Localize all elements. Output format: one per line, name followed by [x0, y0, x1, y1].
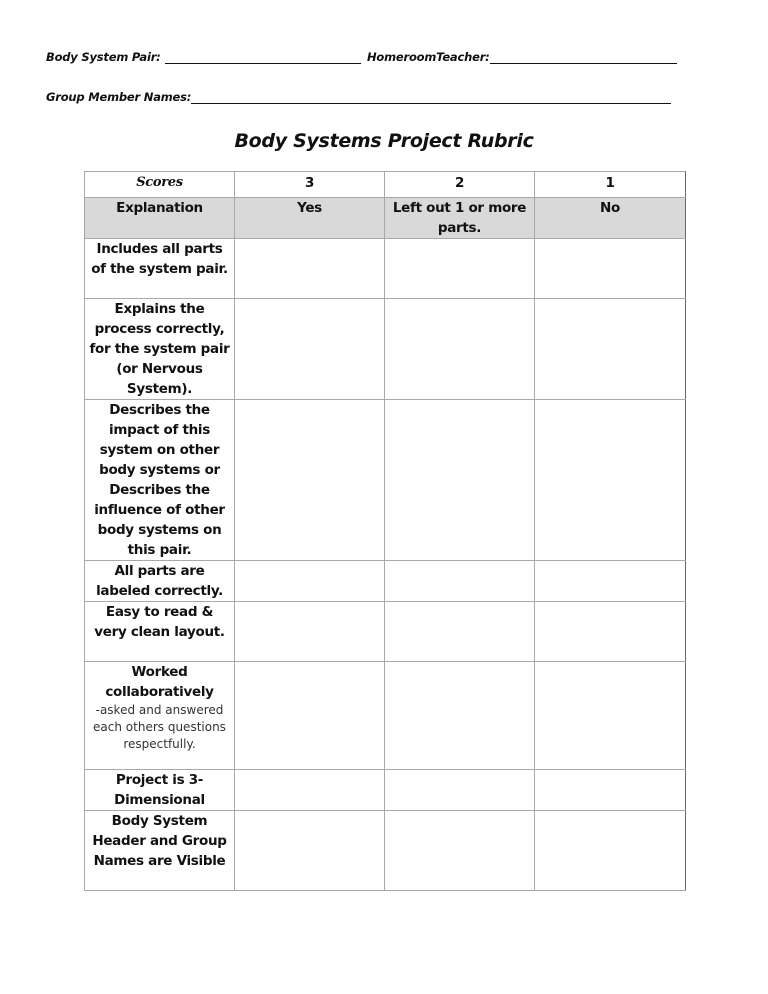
explanation-row [85, 198, 686, 239]
score-cell-2[interactable] [385, 662, 535, 770]
body-system-pair-field [46, 50, 361, 64]
homeroom-teacher-blank[interactable] [490, 51, 677, 64]
criterion-row [85, 602, 686, 662]
score-cell-2[interactable] [385, 770, 535, 811]
body-system-pair-blank[interactable] [165, 51, 361, 64]
page-title: Body Systems Project Rubric [234, 130, 534, 152]
criterion-label: Includes all parts of the system pair. [85, 239, 235, 299]
criterion-row [85, 299, 686, 400]
score-cell-1[interactable] [535, 239, 686, 299]
score-cell-3[interactable] [235, 662, 385, 770]
criterion-label-main: Worked collaboratively [105, 664, 214, 700]
rubric-table [84, 171, 686, 891]
criterion-label: Easy to read & very clean layout. [85, 602, 235, 662]
score-cell-1[interactable] [535, 662, 686, 770]
score-cell-2[interactable] [385, 400, 535, 561]
score-cell-1[interactable] [535, 400, 686, 561]
score-cell-2[interactable] [385, 602, 535, 662]
body-system-pair-label: Body System Pair: [46, 50, 161, 64]
score-cell-1[interactable] [535, 770, 686, 811]
score-cell-3[interactable] [235, 561, 385, 602]
score-cell-2[interactable] [385, 299, 535, 400]
score-cell-2[interactable] [385, 239, 535, 299]
score-cell-1[interactable] [535, 299, 686, 400]
score-cell-2[interactable] [385, 811, 535, 891]
criterion-note: -asked and answered each others questions respectfully. [93, 703, 226, 751]
score-cell-3[interactable] [235, 299, 385, 400]
explanation-1: No [535, 198, 686, 239]
criterion-label: Body System Header and Group Names are Visible [85, 811, 235, 891]
score-cell-2[interactable] [385, 561, 535, 602]
criterion-row [85, 770, 686, 811]
group-member-names-label: Group Member Names: [46, 90, 192, 104]
explanation-3: Yes [235, 198, 385, 239]
criterion-row [85, 811, 686, 891]
score-cell-3[interactable] [235, 602, 385, 662]
criterion-row [85, 561, 686, 602]
criterion-row [85, 400, 686, 561]
homeroom-teacher-label: HomeroomTeacher: [367, 50, 490, 64]
score-cell-3[interactable] [235, 811, 385, 891]
criterion-label: Explains the process correctly, for the system pair (or Nervous System). [85, 299, 235, 400]
score-cell-3[interactable] [235, 770, 385, 811]
score-cell-3[interactable] [235, 239, 385, 299]
score-2-header: 2 [385, 172, 535, 198]
explanation-header: Explanation [85, 198, 235, 239]
scores-row [85, 172, 686, 198]
criterion-label: Project is 3-Dimensional [85, 770, 235, 811]
score-1-header: 1 [535, 172, 686, 198]
group-member-names-field [46, 90, 671, 104]
score-cell-1[interactable] [535, 811, 686, 891]
score-cell-1[interactable] [535, 602, 686, 662]
criterion-label [85, 662, 235, 770]
scores-header: Scores [85, 172, 235, 198]
criterion-label: Describes the impact of this system on other body systems or Describes the influence of other body systems on this pair. [85, 400, 235, 561]
score-cell-1[interactable] [535, 561, 686, 602]
explanation-2: Left out 1 or more parts. [385, 198, 535, 239]
score-cell-3[interactable] [235, 400, 385, 561]
criterion-label: All parts are labeled correctly. [85, 561, 235, 602]
criterion-row [85, 239, 686, 299]
criterion-row [85, 662, 686, 770]
homeroom-teacher-field [367, 50, 677, 64]
group-member-names-blank[interactable] [191, 91, 671, 104]
score-3-header: 3 [235, 172, 385, 198]
